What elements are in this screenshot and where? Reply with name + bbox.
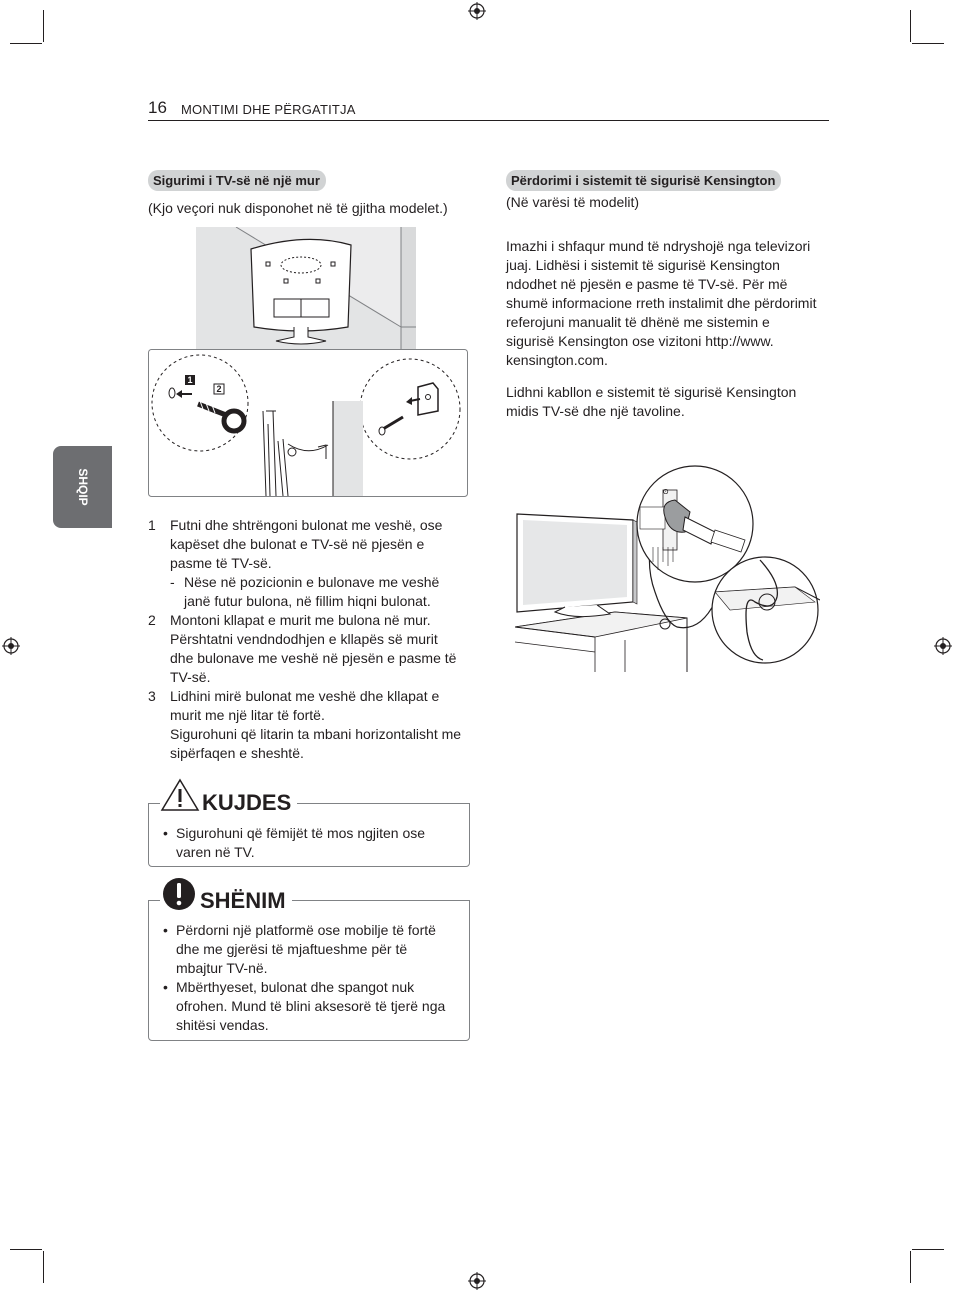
- step-text: Montoni kllapat e murit me bulona në mur.: [170, 612, 431, 628]
- paragraph-line: midis TV-së dhe një tavoline.: [506, 403, 685, 419]
- step-number: 3: [148, 688, 156, 704]
- step-text: murit me një litar të fortë.: [170, 707, 325, 723]
- note-text: mbajtur TV-në.: [176, 960, 268, 976]
- language-tab: [53, 446, 112, 528]
- note-text: shitësi vendas.: [176, 1017, 269, 1033]
- wall-mount-heading: Sigurimi i TV-së në një mur: [148, 170, 326, 191]
- registration-mark-icon: [934, 637, 952, 655]
- paragraph-line: referojuni manualit të dhënë me sistemin e: [506, 314, 770, 330]
- svg-text:ʘ: ʘ: [663, 489, 669, 496]
- step-text: TV-së.: [170, 669, 211, 685]
- step-text: dhe bulonave me veshë në pjesën e pasme të: [170, 650, 457, 666]
- note-text: dhe me gjerësi të mjaftueshme për të: [176, 941, 408, 957]
- step-text: pasme të TV-së.: [170, 555, 272, 571]
- callout-two: 2: [216, 384, 222, 394]
- crop-mark: [10, 43, 42, 44]
- paragraph-line: kensington.com.: [506, 352, 608, 368]
- step-text: Përshtatni vendndodhjen e kllapës së murit: [170, 631, 438, 647]
- wall-mount-detail-illustration: [148, 349, 468, 497]
- step-text: Lidhini mirë bulonat me veshë dhe kllapat e: [170, 688, 440, 704]
- registration-mark-icon: [468, 1272, 486, 1290]
- crop-mark: [912, 1249, 944, 1250]
- paragraph-line: sigurisë Kensington ose vizitoni http://www.: [506, 333, 774, 349]
- page-number: 16: [148, 98, 167, 117]
- language-tab-label: SHQIP: [75, 468, 90, 506]
- kensington-heading: Përdorimi i sistemit të sigurisë Kensington: [506, 170, 781, 191]
- paragraph-line: ndodhet në pjesën e pasme të TV-së. Për më: [506, 276, 788, 292]
- registration-mark-icon: [468, 2, 486, 20]
- step-text: Futni dhe shtrëngoni bulonat me veshë, ose: [170, 517, 443, 533]
- caution-box: • Sigurohuni që fëmijët të mos ngjiten ose varen në TV.: [148, 803, 470, 867]
- kensington-paragraph-1: [506, 237, 816, 370]
- kensington-availability-note: (Në varësi të modelit): [506, 194, 640, 210]
- note-title: SHËNIM: [198, 888, 292, 914]
- crop-mark: [10, 1249, 42, 1250]
- step-text: janë futur bulona, në fillim hiqni bulonat.: [184, 593, 431, 609]
- caution-text: Sigurohuni që fëmijët të mos ngjiten ose: [176, 825, 426, 841]
- step-number: -: [170, 574, 175, 590]
- installation-steps: [148, 516, 478, 786]
- crop-mark: [912, 43, 944, 44]
- wall-mount-availability-note: (Kjo veçori nuk disponohet në të gjitha modelet.): [148, 200, 448, 216]
- kensington-lock-illustration: [515, 462, 820, 672]
- note-text: Përdorni një platformë ose mobilje të fortë: [176, 922, 436, 938]
- step-text: kapëset dhe bulonat e TV-së në pjesën e: [170, 536, 425, 552]
- note-text: ofrohen. Mund të blini aksesorë të tjerë nga: [176, 998, 446, 1014]
- step-text: Nëse në pozicionin e bulonave me veshë: [184, 574, 440, 590]
- caution-title: KUJDES: [200, 790, 297, 816]
- step-number: 2: [148, 612, 156, 628]
- callout-one: 1: [187, 375, 193, 385]
- caution-text: varen në TV.: [176, 844, 255, 860]
- header-rule: [148, 120, 829, 121]
- crop-mark: [43, 10, 44, 42]
- warning-triangle-icon: [160, 778, 200, 812]
- kensington-paragraph-2: [506, 383, 796, 421]
- step-text: sipërfaqen e sheshtë.: [170, 745, 304, 761]
- note-box: • Përdorni një platformë ose mobilje të fortë dhe me gjerësi të mjaftueshme për të mbajtur TV-në. • Mbërthyeset, bulonat dhe spangot nuk ofrohen. Mund të blini aksesorë të tjerë nga shitësi vendas.: [148, 900, 470, 1041]
- note-exclamation-icon: [160, 875, 198, 913]
- paragraph-line: Imazhi i shfaqur mund të ndryshojë nga televizori: [506, 238, 811, 254]
- registration-mark-icon: [2, 637, 20, 655]
- crop-mark: [43, 1251, 44, 1283]
- step-text: Sigurohuni që litarin ta mbani horizontalisht me: [170, 726, 462, 742]
- note-text: Mbërthyeset, bulonat dhe spangot nuk: [176, 979, 415, 995]
- paragraph-line: juaj. Lidhësi i sistemit të sigurisë Kensington: [506, 257, 780, 273]
- step-number: 1: [148, 517, 156, 533]
- paragraph-line: shumë informacione rreth instalimit dhe përdorimit: [506, 295, 817, 311]
- crop-mark: [910, 10, 911, 42]
- crop-mark: [910, 1251, 911, 1283]
- paragraph-line: Lidhni kabllon e sistemit të sigurisë Kensington: [506, 384, 797, 400]
- tv-back-illustration: [196, 227, 416, 349]
- section-title: MONTIMI DHE PËRGATITJA: [181, 102, 356, 117]
